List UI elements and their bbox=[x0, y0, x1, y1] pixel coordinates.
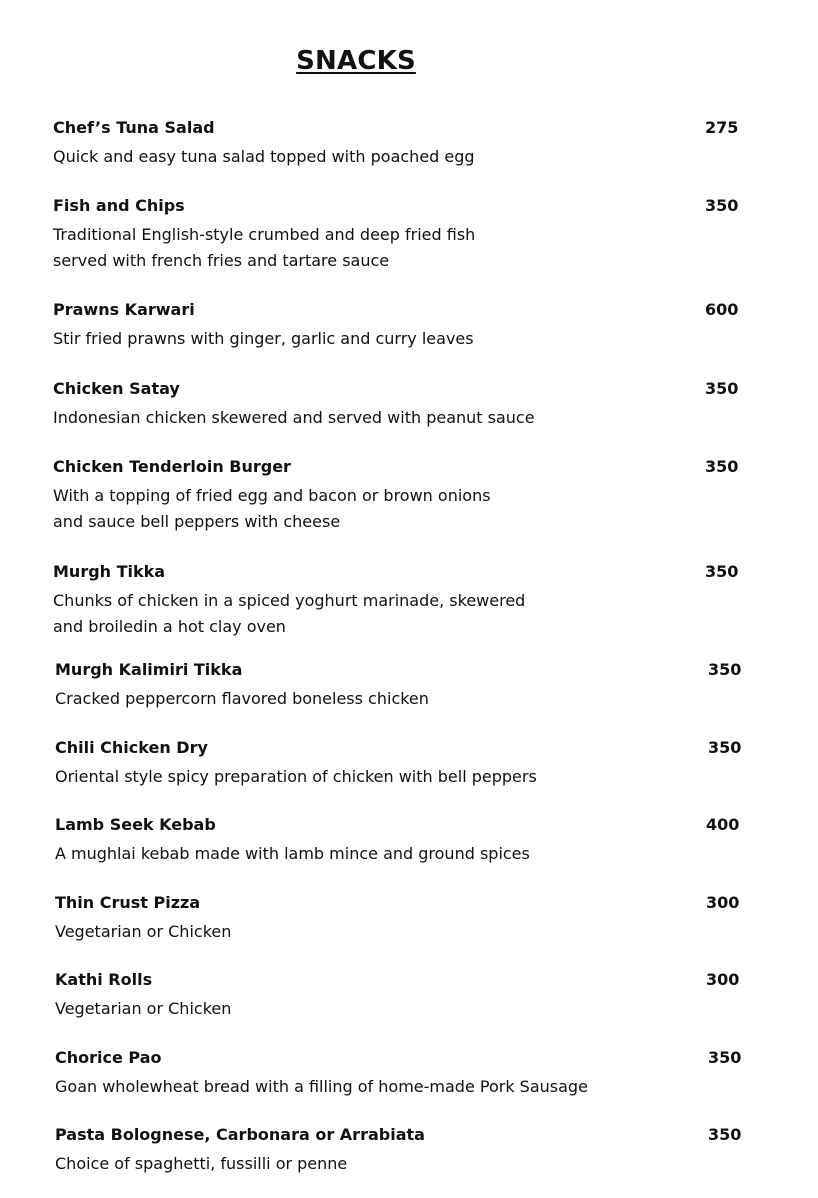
menu-item-name: Murgh Kalimiri Tikka bbox=[55, 660, 243, 679]
menu-item-price: 350 bbox=[708, 738, 742, 757]
menu-item-description bbox=[55, 1151, 347, 1177]
menu-item-description bbox=[55, 919, 231, 945]
menu-item-name: Chili Chicken Dry bbox=[55, 738, 208, 757]
menu-item-description bbox=[55, 1074, 588, 1100]
menu-item-description bbox=[53, 144, 475, 170]
menu-item-name: Kathi Rolls bbox=[55, 970, 153, 989]
menu-item-price: 400 bbox=[706, 815, 740, 834]
menu-item-description bbox=[55, 764, 537, 790]
menu-item-name: Lamb Seek Kebab bbox=[55, 815, 216, 834]
menu-item-description-line: served with french fries and tartare sauce bbox=[53, 251, 390, 270]
menu-item-description-line: and sauce bell peppers with cheese bbox=[53, 512, 341, 531]
menu-item-name: Chef’s Tuna Salad bbox=[53, 118, 215, 137]
menu-item-price: 350 bbox=[708, 1125, 742, 1144]
menu-item-price: 350 bbox=[705, 562, 739, 581]
menu-item-price: 350 bbox=[705, 196, 739, 215]
menu-item-description-line: Quick and easy tuna salad topped with poached egg bbox=[53, 147, 475, 166]
menu-item-description-line: Vegetarian or Chicken bbox=[55, 922, 232, 941]
menu-item-price: 300 bbox=[706, 970, 740, 989]
menu-item-description-line: Indonesian chicken skewered and served with peanut sauce bbox=[53, 408, 535, 427]
menu-item-description bbox=[53, 405, 535, 431]
menu-item-description-line: Choice of spaghetti, fussilli or penne bbox=[55, 1154, 348, 1173]
menu-item-description bbox=[55, 841, 530, 867]
menu-item-price: 350 bbox=[705, 457, 739, 476]
menu-item-description bbox=[53, 326, 474, 352]
menu-item-name: Chicken Satay bbox=[53, 379, 180, 398]
menu-item-name: Fish and Chips bbox=[53, 196, 185, 215]
menu-item-description-line: With a topping of fried egg and bacon or brown onions bbox=[53, 486, 491, 505]
menu-item-description-line: Traditional English-style crumbed and deep fried fish bbox=[53, 225, 476, 244]
menu-item-price: 350 bbox=[708, 660, 742, 679]
menu-item-description-line: Goan wholewheat bread with a filling of home-made Pork Sausage bbox=[55, 1077, 588, 1096]
menu-item-description bbox=[55, 996, 231, 1022]
page-title: SNACKS bbox=[296, 46, 416, 76]
menu-item-price: 300 bbox=[706, 893, 740, 912]
menu-item-description-line: Chunks of chicken in a spiced yoghurt marinade, skewered bbox=[53, 591, 526, 610]
menu-item-price: 350 bbox=[708, 1048, 742, 1067]
menu-item-name: Chicken Tenderloin Burger bbox=[53, 457, 291, 476]
menu-item-name: Chorice Pao bbox=[55, 1048, 162, 1067]
menu-item-description-line: and broiledin a hot clay oven bbox=[53, 617, 286, 636]
menu-item-description-line: Stir fried prawns with ginger, garlic and curry leaves bbox=[53, 329, 474, 348]
menu-item-name: Thin Crust Pizza bbox=[55, 893, 201, 912]
menu-item-description-line: Vegetarian or Chicken bbox=[55, 999, 232, 1018]
menu-item-description-line: A mughlai kebab made with lamb mince and ground spices bbox=[55, 844, 530, 863]
menu-item-description-line: Cracked peppercorn flavored boneless chicken bbox=[55, 689, 429, 708]
menu-item-description bbox=[55, 686, 429, 712]
menu-item-description bbox=[53, 588, 525, 640]
menu-item-price: 350 bbox=[705, 379, 739, 398]
menu-item-price: 600 bbox=[705, 300, 739, 319]
menu-item-name: Pasta Bolognese, Carbonara or Arrabiata bbox=[55, 1125, 425, 1144]
menu-item-price: 275 bbox=[705, 118, 739, 137]
menu-item-name: Prawns Karwari bbox=[53, 300, 195, 319]
menu-item-description-line: Oriental style spicy preparation of chicken with bell peppers bbox=[55, 767, 537, 786]
menu-item-description bbox=[53, 483, 491, 535]
menu-item-name: Murgh Tikka bbox=[53, 562, 166, 581]
menu-item-description bbox=[53, 222, 475, 274]
